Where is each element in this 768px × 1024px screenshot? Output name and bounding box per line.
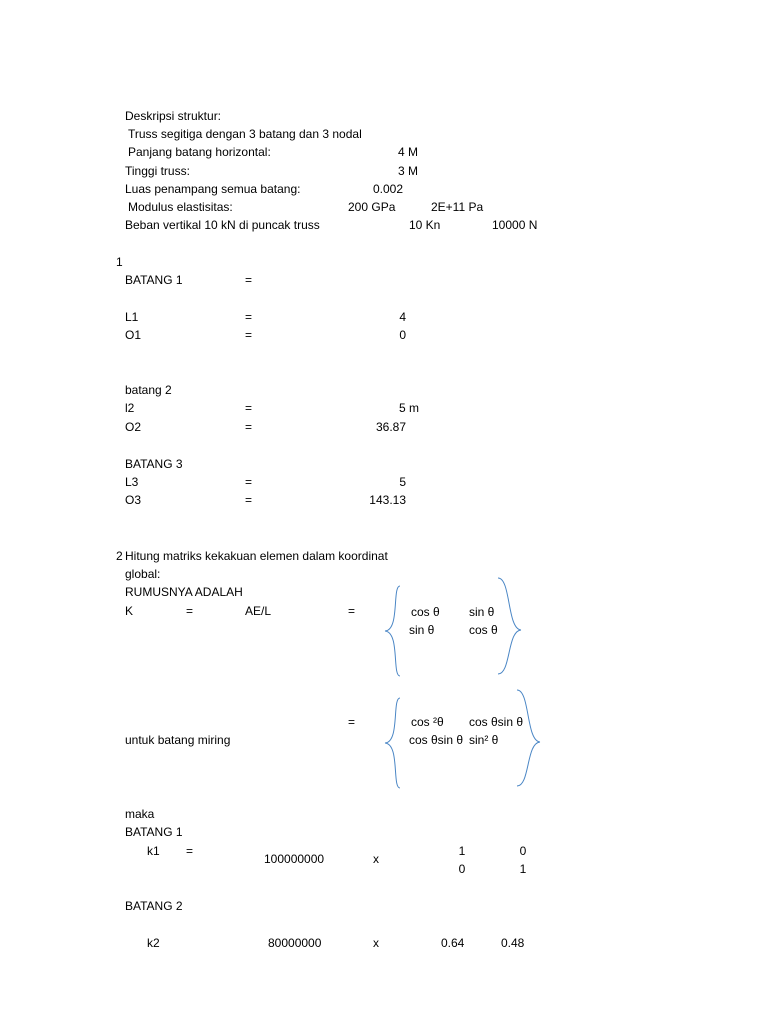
l3-value: 5: [399, 475, 406, 489]
modulus-value-gpa: 200 GPa: [348, 200, 396, 214]
description-line-truss: Truss segitiga dengan 3 batang dan 3 nodal: [128, 127, 362, 141]
load-value-n: 10000 N: [492, 218, 538, 232]
modulus-label: Modulus elastisitas:: [128, 200, 233, 214]
k1-matrix-cell-12: 0: [519, 844, 527, 858]
k2-label: k2: [147, 936, 160, 950]
batang-1-equals: =: [245, 273, 253, 287]
matrix-2-left-brace: [384, 697, 404, 789]
batang-3-heading: BATANG 3: [125, 457, 183, 471]
k1-label: k1: [147, 844, 160, 858]
matrix-2-cell-12: cos θsin θ: [469, 715, 524, 729]
o3-value: 143.13: [369, 493, 406, 507]
l1-equals: =: [245, 310, 253, 324]
area-value: 0.002: [373, 182, 404, 196]
l1-value: 4: [399, 310, 406, 324]
matrix-2-right-brace: [516, 689, 540, 787]
result-batang-1-heading: BATANG 1: [125, 825, 183, 839]
l1-label: L1: [125, 310, 139, 324]
step-2-title-cont: global:: [125, 567, 161, 581]
o1-equals: =: [245, 328, 253, 342]
inclined-member-label: untuk batang miring: [125, 733, 231, 747]
o1-value: 0: [399, 328, 406, 342]
load-label: Beban vertikal 10 kN di puncak truss: [125, 218, 320, 232]
matrix-1-cell-21: sin θ: [409, 623, 435, 637]
k1-equals: =: [186, 844, 194, 858]
load-value-kn: 10 Kn: [409, 218, 441, 232]
description-heading: Deskripsi struktur:: [125, 109, 222, 123]
matrix-2-cell-21: cos θsin θ: [409, 733, 464, 747]
k-equals: =: [186, 604, 194, 618]
horizontal-length-value: 4 M: [398, 145, 419, 159]
o2-label: O2: [125, 420, 142, 434]
horizontal-length-label: Panjang batang horizontal:: [128, 145, 271, 159]
step-2-title: Hitung matriks kekakuan elemen dalam koordinat: [125, 549, 388, 563]
area-label: Luas penampang semua batang:: [125, 182, 301, 196]
l2-value: 5 m: [398, 401, 419, 415]
batang-1-heading: BATANG 1: [125, 273, 183, 287]
k1-matrix-cell-11: 1: [458, 844, 466, 858]
result-batang-2-heading: BATANG 2: [125, 899, 183, 913]
o3-equals: =: [245, 493, 253, 507]
matrix-equals: =: [348, 604, 356, 618]
k2-matrix-cell-12: 0.48: [501, 936, 525, 950]
matrix-1-cell-11: cos θ: [411, 605, 440, 619]
k2-factor: 80000000: [268, 936, 322, 950]
o2-value: 36.87: [375, 420, 406, 434]
step-1-number: 1: [116, 255, 123, 269]
modulus-value-pa: 2E+11 Pa: [431, 200, 484, 214]
matrix-2-cell-22: sin² θ: [469, 733, 499, 747]
l3-label: L3: [125, 475, 139, 489]
o2-equals: =: [245, 420, 253, 434]
l2-equals: =: [245, 401, 253, 415]
matrix-1-left-brace: [384, 585, 404, 677]
k1-times: x: [373, 852, 379, 866]
matrix-1-cell-22: cos θ: [469, 623, 498, 637]
k1-matrix-cell-22: 1: [519, 862, 527, 876]
k2-times: x: [373, 936, 379, 950]
k2-matrix-cell-11: 0.64: [441, 936, 465, 950]
k1-factor: 100000000: [264, 852, 325, 866]
o3-label: O3: [125, 493, 142, 507]
step-2-number: 2: [116, 549, 123, 563]
matrix-2-cell-11: cos ²θ: [411, 715, 444, 729]
matrix-1-cell-12: sin θ: [469, 605, 495, 619]
matrix-1-right-brace: [497, 577, 521, 675]
ae-over-l: AE/L: [245, 604, 272, 618]
formula-heading: RUMUSNYA ADALAH: [125, 585, 243, 599]
k-label: K: [125, 604, 134, 618]
truss-height-label: Tinggi truss:: [125, 164, 190, 178]
l3-equals: =: [245, 475, 253, 489]
k1-matrix-cell-21: 0: [458, 862, 466, 876]
o1-label: O1: [125, 328, 142, 342]
l2-label: l2: [125, 401, 135, 415]
maka-label: maka: [125, 807, 155, 821]
batang-2-heading: batang 2: [125, 383, 172, 397]
matrix-2-equals: =: [348, 715, 356, 729]
truss-height-value: 3 M: [398, 164, 419, 178]
